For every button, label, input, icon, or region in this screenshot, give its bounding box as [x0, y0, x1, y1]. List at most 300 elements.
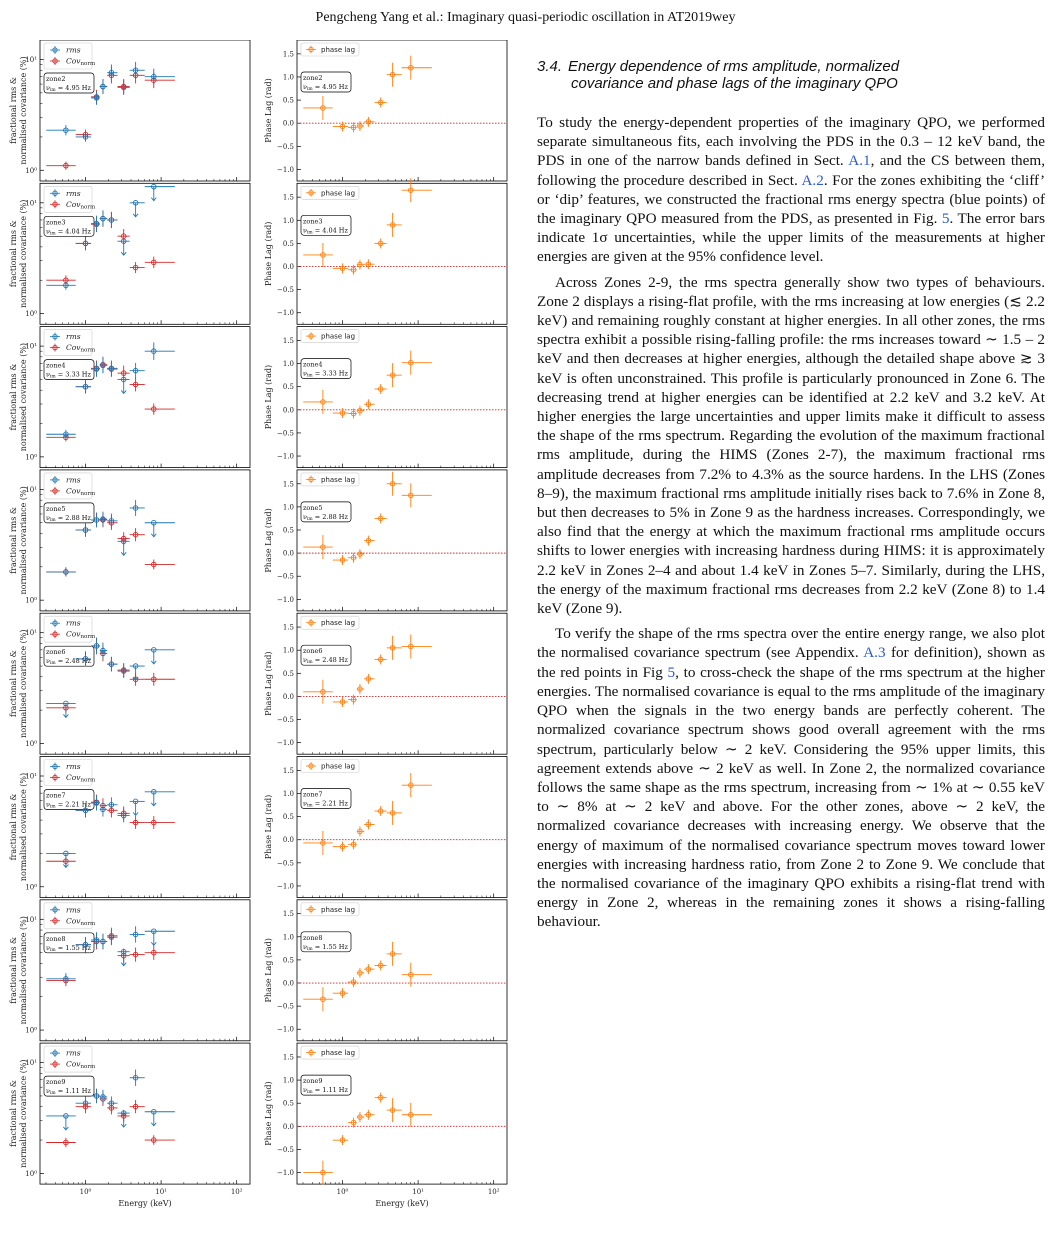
legend-cov-label: Cov$_{norm}$ — [66, 343, 96, 354]
lag-point — [303, 96, 332, 120]
cov-point — [130, 67, 145, 83]
legend-lag-label: phase lag — [321, 1049, 356, 1058]
rms-point — [100, 79, 107, 94]
paragraph-text: , to cross-check the shape of the rms spectrum at the higher energies. The normalised covariance is equal to the rms amplitude of the imaginary QPO when the signals in the two energy bands are perfectly coherent. The normalized covariance spectrum shows good overall agreement with the rms spectrum, particularly below ∼ 2 keV. Considering the 95% upper limits, this agreement extends above ∼ 2 keV as well. In Zone 2, the normalized covariance follows the same shape as the rms spectrum, increasing from ∼ 1% at ∼ 0.55 keV to ∼ 8% at ∼ 2 keV and above. For the other zones, above ∼ 2 keV, the normalized covariance decreases with increasing energy. We observe that the energy of maximum of the normalised covariance spectrum moves toward lower energies with increasing hardness ratio, from Zone 2 to Zone 9. We conclude that the normalised covariance of the imaginary QPO exhibits a rising-flat trend with energy in Zone 2, whereas in the remaining zones it shows a rising-falling behaviour. — [537, 663, 1045, 931]
y-tick-label: −0.5 — [277, 142, 294, 151]
rms-point — [46, 701, 75, 717]
legend-rms-label: rms — [66, 1048, 81, 1058]
paragraph-text: Across Zones 2-9, the rms spectra generally show two types of behaviours. Zone 2 displays a rising-flat profile, with the rms increasing at low energies (≲ 2.2 keV) and remaining roughly constant at higher energies. In all other zones, the rms spectra exhibit a possible rising-falling profile: the rms increases toward ∼ 1.5 – 2 keV and then decreases at higher energies, although the detailed shape above ≳ 3 keV is often unconstrained. This profile is particularly pronounced in Zone 6. The decreasing trend at higher energies can be identified at 2.2 keV and 3.2 keV. At higher energies the large uncertainties and upper limits make it difficult to assess the shape of the rms spectrum. Regarding the evolution of the maximum fractional rms amplitude, during the HIMS (Zones 2-7), the maximum fractional rms amplitude decreases from 7.2% to 4.3% as the source hardens. In the LHS (Zones 8–9), the maximum fractional rms amplitude initially rises back to 7.6% in Zone 8, but then decreases to 5% in Zone 9 as the hardness increases. Correspondingly, we also find that the energy at which the maximum fractional rms amplitude occurs shifts to lower energies with increasing hardness during HIMS: it is approximately 2.2 keV in Zones 2–4 and about 1.4 keV in Zones 5–7. Similarly, during the LHS, the energy of the maximum fractional rms decreases from 2.2 keV (Zone 8) to 1.4 keV (Zone 9). — [537, 273, 1045, 618]
y-tick-label: 10⁰ — [25, 739, 37, 748]
y-tick-label: 0.5 — [282, 526, 294, 535]
rms-y-axis-label: fractional rms & — [9, 77, 18, 144]
lag-point — [303, 680, 332, 704]
lag-point — [357, 549, 364, 559]
rms-point — [145, 342, 175, 359]
lag-panel-zone2 — [264, 40, 507, 181]
lag-panel-zone6 — [264, 613, 507, 754]
paragraph-text: for definition), shown as the red points in Fig — [537, 644, 1045, 681]
cov-point — [145, 945, 175, 959]
zone-annotation — [44, 790, 94, 810]
qpo-frequency-label: νim = 2.21 Hz — [303, 799, 348, 809]
y-tick-label: −0.5 — [277, 429, 294, 438]
zone-label: zone2 — [46, 75, 66, 83]
cov-point — [130, 816, 145, 829]
lag-y-axis-label: Phase Lag (rad) — [264, 221, 273, 286]
legend-cov-label: Cov$_{norm}$ — [66, 56, 96, 67]
lag-point — [375, 654, 387, 664]
y-tick-label: −0.5 — [277, 572, 294, 581]
cov-point — [145, 560, 175, 570]
x-tick-label: 10² — [230, 1188, 243, 1197]
zone-label: zone9 — [46, 1078, 66, 1087]
y-tick-label: 0.0 — [282, 836, 294, 845]
cross-reference-link[interactable]: 5 — [667, 663, 676, 681]
zone-annotation — [301, 932, 351, 952]
legend-lag-label: phase lag — [321, 46, 356, 54]
rms-y-axis-label: normalised covariance (%) — [19, 56, 28, 165]
x-tick-label: 10¹ — [155, 1188, 167, 1197]
lag-point — [333, 555, 348, 565]
rms-point — [145, 929, 175, 945]
paragraph-3 — [537, 624, 1045, 931]
y-tick-label: −0.5 — [277, 859, 294, 868]
lag-point — [303, 243, 332, 267]
rms-point — [107, 361, 117, 377]
lag-point — [348, 839, 357, 849]
paragraph-text: To study the energy-dependent properties of the imaginary QPO, we performed separate simultaneous fits, each involving the PDS in the 0.3 – 12 keV band, the PDS in one of the narrow bands defined in Sect. — [537, 114, 1045, 170]
rms-point — [76, 523, 91, 537]
rms-y-axis-label: normalised covariance (%) — [19, 629, 28, 738]
rms-legend — [44, 43, 96, 69]
legend-lag-label: phase lag — [321, 619, 356, 628]
paragraph-text: To verify the shape of the rms spectra over the entire energy range, we also plot the normalised covariance spectrum (see Appendix. — [537, 625, 1045, 662]
lag-point — [387, 636, 402, 660]
qpo-frequency-label: νim = 1.11 Hz — [303, 1086, 348, 1096]
zone-label: zone7 — [303, 790, 323, 799]
y-tick-label: −1.0 — [277, 309, 294, 318]
rms-point — [130, 1070, 145, 1086]
cross-reference-link[interactable]: A.2 — [801, 171, 824, 189]
rms-point — [76, 237, 91, 251]
rms-y-axis-label: normalised covariance (%) — [19, 486, 28, 595]
qpo-frequency-label: νim = 2.21 Hz — [46, 800, 91, 810]
lag-legend — [301, 43, 359, 56]
y-tick-label: −1.0 — [277, 165, 294, 174]
lag-point — [402, 351, 432, 375]
section-title-line1: Energy dependence of rms amplitude, normalized — [568, 58, 900, 75]
cross-reference-link[interactable]: A.1 — [848, 152, 871, 170]
rms-point — [118, 539, 130, 555]
y-tick-label: 10⁰ — [25, 596, 37, 605]
legend-lag-label: phase lag — [321, 762, 356, 771]
lag-point — [348, 122, 357, 132]
rms-point — [46, 851, 75, 867]
qpo-frequency-label: νim = 2.88 Hz — [46, 513, 91, 523]
lag-y-axis-label: Phase Lag (rad) — [264, 78, 273, 143]
body-text — [537, 113, 1045, 932]
legend-rms-label: rms — [66, 618, 81, 628]
rms-point — [107, 514, 117, 529]
rms-point — [118, 239, 130, 255]
y-tick-label: −1.0 — [277, 452, 294, 461]
rms-point — [107, 657, 117, 672]
lag-point — [387, 63, 402, 87]
lag-point — [402, 634, 432, 658]
y-tick-label: 1.0 — [282, 360, 294, 369]
section-number: 3.4. — [537, 58, 563, 75]
cov-point — [107, 361, 117, 377]
lag-panel-frame — [297, 1043, 507, 1184]
rms-point — [107, 64, 117, 81]
y-tick-label: 10⁰ — [25, 310, 37, 319]
y-tick-label: 10¹ — [25, 485, 37, 494]
lag-point — [357, 826, 364, 836]
legend-cov-label: Cov$_{norm}$ — [66, 773, 96, 784]
y-tick-label: −1.0 — [277, 739, 294, 748]
rms-point — [118, 949, 130, 965]
legend-rms-label: rms — [66, 905, 81, 915]
y-tick-label: 1.0 — [282, 789, 294, 798]
zone-annotation — [44, 73, 94, 93]
rms-point — [118, 80, 130, 95]
lag-point — [387, 1098, 402, 1122]
lag-point — [402, 773, 432, 797]
zone-label: zone4 — [303, 360, 323, 369]
rms-panel-zone9 — [9, 1043, 250, 1208]
rms-y-axis-label: normalised covariance (%) — [19, 916, 28, 1025]
cov-point — [145, 257, 175, 269]
section-title-line2: covariance and phase lags of the imaginary QPO — [571, 75, 898, 92]
rms-point — [130, 500, 145, 516]
zone-annotation — [44, 1076, 94, 1096]
y-tick-label: 0.5 — [282, 96, 294, 105]
rms-point — [130, 664, 145, 680]
cov-point — [130, 378, 145, 392]
cov-point — [46, 975, 75, 986]
lag-point — [364, 819, 374, 829]
lag-y-axis-label: Phase Lag (rad) — [264, 364, 273, 430]
lag-point — [364, 1110, 374, 1120]
lag-y-axis-label: Phase Lag (rad) — [264, 508, 273, 573]
legend-cov-label: Cov$_{norm}$ — [66, 1059, 96, 1071]
section-heading — [537, 58, 1027, 92]
lag-point — [387, 363, 402, 387]
y-tick-label: −0.5 — [277, 286, 294, 295]
lag-point — [402, 1103, 432, 1127]
lag-point — [303, 390, 332, 414]
running-header: Pengcheng Yang et al.: Imaginary quasi-periodic oscillation in AT2019wey — [315, 10, 736, 25]
lag-y-axis-label: Phase Lag (rad) — [264, 794, 273, 860]
lag-point — [387, 472, 402, 496]
y-tick-label: −0.5 — [277, 1145, 294, 1154]
rms-point — [130, 201, 145, 217]
rms-point — [46, 281, 75, 290]
rms-legend — [44, 473, 96, 499]
zone-label: zone4 — [46, 361, 66, 370]
lag-y-axis-label: Phase Lag (rad) — [264, 651, 273, 716]
rms-point — [100, 934, 107, 950]
rms-point — [107, 212, 117, 228]
rms-panel-zone8 — [9, 900, 250, 1041]
paragraph-text: . For the zones exhibiting the ‘cliff’ or ‘dip’ features, we constructed the fractional rms energy spectra (blue points) of the imaginary QPO measured from the PDS, as presented in Fig. — [537, 171, 1045, 228]
rms-panel-zone7 — [9, 757, 250, 898]
lag-point — [375, 1093, 387, 1103]
lag-panel-frame — [297, 900, 507, 1041]
lag-point — [333, 842, 348, 852]
qpo-frequency-label: νim = 2.48 Hz — [46, 657, 91, 667]
y-tick-label: 1.0 — [282, 73, 294, 82]
y-tick-label: 0.0 — [282, 549, 294, 558]
rms-point — [130, 926, 145, 942]
zone-label: zone9 — [303, 1077, 323, 1086]
y-tick-label: 10⁰ — [25, 1026, 37, 1035]
x-tick-label: 10² — [487, 1188, 500, 1197]
y-tick-label: 0.0 — [282, 119, 294, 128]
rms-point — [100, 643, 107, 659]
rms-panel-zone3 — [9, 183, 250, 324]
lag-point — [375, 806, 387, 816]
lag-point — [364, 536, 374, 546]
legend-rms-label: rms — [66, 762, 81, 771]
zone-annotation — [44, 360, 94, 380]
lag-point — [348, 553, 357, 563]
cov-point — [145, 673, 175, 686]
y-tick-label: 1.5 — [282, 766, 294, 775]
rms-point — [145, 184, 175, 200]
zone-label: zone5 — [303, 503, 323, 512]
rms-legend — [44, 1046, 96, 1072]
figure-5 — [0, 40, 530, 1255]
cov-point — [145, 816, 175, 829]
lag-point — [303, 831, 332, 855]
x-axis-label: Energy (keV) — [118, 1199, 172, 1209]
lag-point — [402, 178, 432, 202]
paragraph-text: . The error bars indicate 1σ uncertainties, while the upper limits of the measurements at higher energies are given at the 95% confidence level. — [537, 210, 1045, 266]
rms-y-axis-label: normalised covariance (%) — [19, 199, 28, 308]
zone-annotation — [301, 72, 351, 92]
y-tick-label: 1.0 — [282, 216, 294, 225]
rms-point — [46, 567, 75, 576]
x-tick-label: 10¹ — [412, 1188, 424, 1197]
rms-point — [145, 1109, 175, 1125]
x-tick-label: 10⁰ — [336, 1188, 349, 1197]
rms-y-axis-label: fractional rms & — [9, 363, 18, 431]
y-tick-label: 10⁰ — [25, 1169, 37, 1178]
legend-lag-label: phase lag — [321, 189, 356, 198]
legend-rms-label: rms — [66, 332, 81, 342]
rms-point — [145, 520, 175, 536]
y-tick-label: −1.0 — [277, 1169, 294, 1178]
cov-point — [145, 72, 175, 88]
y-tick-label: −1.0 — [277, 882, 294, 891]
lag-panel-zone3 — [264, 178, 507, 324]
rms-legend — [44, 186, 96, 212]
rms-y-axis-label: fractional rms & — [9, 793, 18, 861]
zone-annotation — [44, 216, 94, 236]
y-tick-label: 0.5 — [282, 239, 294, 248]
rms-point — [118, 809, 130, 823]
cov-point — [46, 275, 75, 285]
y-tick-label: 10¹ — [25, 772, 37, 781]
rms-point — [145, 790, 175, 806]
rms-point — [145, 69, 175, 85]
y-tick-label: 0.5 — [282, 813, 294, 822]
zone-label: zone2 — [303, 74, 323, 82]
lag-legend — [301, 473, 359, 486]
y-tick-label: −1.0 — [277, 1025, 294, 1034]
x-tick-label: 10⁰ — [79, 1188, 92, 1197]
rms-panel-zone6 — [9, 613, 250, 754]
cov-point — [130, 528, 145, 541]
zone-annotation — [44, 646, 94, 666]
zone-label: zone6 — [303, 647, 323, 656]
y-tick-label: 1.5 — [282, 480, 294, 489]
rms-point — [76, 380, 91, 394]
y-tick-label: 1.5 — [282, 50, 294, 59]
y-tick-label: 10¹ — [25, 342, 37, 351]
lag-point — [375, 97, 387, 107]
y-tick-label: 1.0 — [282, 503, 294, 512]
lag-panel-frame — [297, 327, 507, 468]
legend-cov-label: Cov$_{norm}$ — [66, 486, 96, 497]
rms-point — [107, 928, 117, 944]
y-tick-label: 0.0 — [282, 979, 294, 988]
zone-annotation — [301, 502, 351, 522]
qpo-frequency-label: νim = 3.33 Hz — [303, 369, 348, 379]
rms-point — [46, 125, 75, 135]
legend-cov-label: Cov$_{norm}$ — [66, 629, 96, 641]
rms-point — [145, 648, 175, 664]
qpo-frequency-label: νim = 4.95 Hz — [303, 83, 348, 92]
paragraph-1 — [537, 113, 1045, 267]
rms-y-axis-label: normalised covariance (%) — [19, 772, 28, 882]
legend-lag-label: phase lag — [321, 905, 356, 914]
cov-point — [107, 929, 117, 945]
lag-point — [402, 56, 432, 80]
y-tick-label: 10¹ — [25, 629, 37, 638]
y-tick-label: 1.0 — [282, 646, 294, 655]
lag-point — [333, 263, 348, 273]
rms-point — [118, 377, 130, 393]
cov-point — [46, 857, 75, 866]
lag-panel-frame — [297, 183, 507, 324]
rms-y-axis-label: fractional rms & — [9, 936, 18, 1004]
lag-point — [333, 1135, 348, 1145]
lag-point — [364, 964, 374, 974]
legend-rms-label: rms — [66, 45, 81, 55]
cov-point — [46, 162, 75, 170]
y-tick-label: 0.5 — [282, 1099, 294, 1108]
cov-point — [107, 67, 117, 83]
zone-label: zone3 — [46, 218, 66, 227]
lag-point — [364, 259, 374, 269]
y-tick-label: 10¹ — [25, 199, 37, 208]
lag-panel-zone8 — [264, 900, 507, 1041]
y-tick-label: 10⁰ — [25, 453, 37, 462]
zone-annotation — [301, 1075, 351, 1095]
lag-point — [333, 697, 348, 707]
cov-point — [130, 673, 145, 686]
lag-legend — [301, 330, 359, 343]
y-tick-label: 1.5 — [282, 193, 294, 202]
y-tick-label: 0.0 — [282, 263, 294, 272]
y-tick-label: 0.0 — [282, 692, 294, 701]
legend-cov-label: Cov$_{norm}$ — [66, 916, 96, 927]
legend-rms-label: rms — [66, 475, 81, 485]
rms-point — [100, 210, 107, 226]
rms-panel-zone4 — [9, 327, 250, 468]
zone-label: zone8 — [46, 934, 66, 943]
lag-point — [303, 987, 332, 1011]
cov-point — [130, 262, 145, 273]
y-tick-label: 1.5 — [282, 336, 294, 345]
legend-lag-label: phase lag — [321, 475, 356, 484]
rms-y-axis-label: normalised covariance (%) — [19, 1059, 28, 1168]
lag-point — [303, 535, 332, 559]
zone-label: zone8 — [303, 933, 323, 942]
legend-rms-label: rms — [66, 188, 81, 198]
cross-reference-link[interactable]: A.3 — [863, 644, 886, 662]
cross-reference-link[interactable]: 5 — [941, 210, 950, 228]
lag-point — [387, 942, 402, 966]
lag-legend — [301, 760, 359, 773]
rms-legend — [44, 760, 96, 786]
qpo-frequency-label: νim = 2.88 Hz — [303, 512, 348, 522]
lag-point — [375, 960, 387, 970]
rms-legend — [44, 330, 96, 356]
lag-panel-frame — [297, 470, 507, 611]
lag-point — [387, 801, 402, 825]
cov-point — [145, 1135, 175, 1145]
lag-panel-zone4 — [264, 327, 507, 468]
lag-point — [364, 117, 374, 127]
rms-point — [46, 973, 75, 985]
legend-lag-label: phase lag — [321, 332, 356, 341]
y-tick-label: 0.0 — [282, 1122, 294, 1131]
zone-annotation — [301, 215, 351, 235]
lag-panel-frame — [297, 757, 507, 898]
y-tick-label: 0.5 — [282, 956, 294, 965]
qpo-frequency-label: νim = 4.04 Hz — [303, 226, 348, 236]
rms-y-axis-label: fractional rms & — [9, 1080, 18, 1148]
rms-legend — [44, 903, 96, 929]
lag-point — [348, 977, 357, 987]
rms-point — [130, 62, 145, 79]
x-axis-label: Energy (keV) — [375, 1199, 429, 1209]
zone-label: zone6 — [46, 648, 66, 657]
rms-point — [130, 363, 145, 378]
lag-point — [333, 988, 348, 998]
lag-legend — [301, 903, 359, 916]
rms-legend — [44, 616, 96, 642]
rms-point — [130, 799, 145, 815]
qpo-frequency-label: νim = 2.48 Hz — [303, 656, 348, 666]
lag-panel-frame — [297, 613, 507, 754]
y-tick-label: 10¹ — [25, 1059, 37, 1068]
lag-panel-zone9 — [264, 1043, 507, 1208]
y-tick-label: −1.0 — [277, 595, 294, 604]
lag-point — [357, 260, 364, 270]
lag-point — [357, 406, 364, 416]
cov-point — [46, 1138, 75, 1147]
qpo-frequency-label: νim = 1.55 Hz — [46, 943, 91, 953]
lag-point — [375, 238, 387, 248]
lag-y-axis-label: Phase Lag (rad) — [264, 1081, 273, 1146]
rms-panel-zone5 — [9, 470, 250, 611]
zone-annotation — [301, 645, 351, 665]
y-tick-label: −0.5 — [277, 1002, 294, 1011]
y-tick-label: 1.0 — [282, 933, 294, 942]
